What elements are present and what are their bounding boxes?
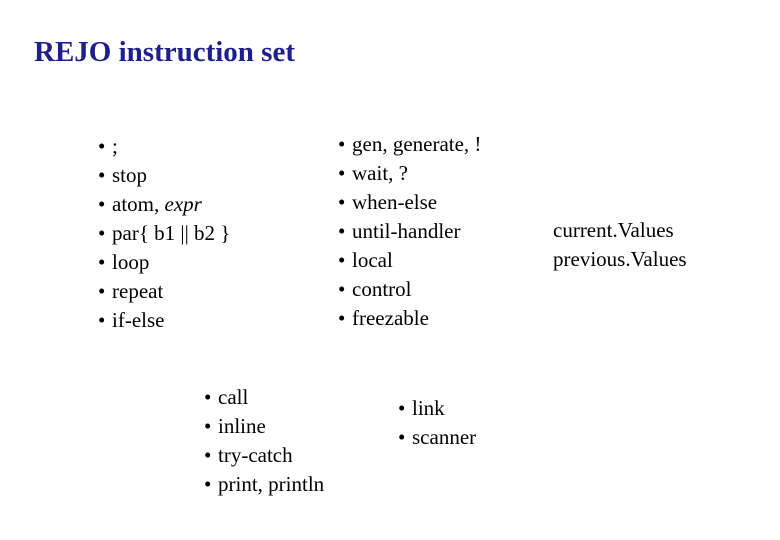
instruction-text: scanner bbox=[412, 425, 477, 449]
list-item bbox=[338, 304, 481, 333]
instruction-text: try-catch bbox=[218, 443, 293, 467]
instruction-text: local bbox=[352, 248, 393, 272]
instruction-text: print, println bbox=[218, 472, 325, 496]
list-item bbox=[98, 132, 230, 161]
list-item bbox=[98, 306, 230, 335]
instruction-text: control bbox=[352, 277, 412, 301]
bullet: • bbox=[338, 306, 346, 330]
instruction-expr: expr bbox=[164, 192, 202, 216]
list-item: previous.Values bbox=[553, 247, 687, 271]
list-item bbox=[338, 246, 481, 275]
list-item bbox=[98, 248, 230, 277]
instruction-text: link bbox=[412, 396, 445, 420]
list-item bbox=[338, 275, 481, 304]
bullet: • bbox=[98, 221, 106, 245]
instruction-text: inline bbox=[218, 414, 266, 438]
list-item bbox=[204, 470, 324, 499]
instruction-text: gen, generate, ! bbox=[352, 132, 482, 156]
list-item bbox=[398, 394, 476, 423]
instruction-text: if-else bbox=[112, 308, 165, 332]
bullet: • bbox=[338, 161, 346, 185]
list-item bbox=[98, 219, 230, 248]
bullet: • bbox=[398, 425, 406, 449]
instruction-text: stop bbox=[112, 163, 148, 187]
instruction-text: loop bbox=[112, 250, 150, 274]
list-item bbox=[338, 188, 481, 217]
bullet: • bbox=[98, 134, 106, 158]
bullet: • bbox=[338, 219, 346, 243]
bullet: • bbox=[204, 385, 212, 409]
other-instructions-list bbox=[398, 394, 476, 452]
instruction-text: par{ b1 || b2 } bbox=[112, 221, 231, 245]
instruction-text: freezable bbox=[352, 306, 429, 330]
bullet: • bbox=[98, 279, 106, 303]
reactive-instructions-list bbox=[338, 130, 481, 333]
bullet: • bbox=[338, 248, 346, 272]
bullet: • bbox=[338, 277, 346, 301]
instruction-text: call bbox=[218, 385, 249, 409]
list-item bbox=[98, 277, 230, 306]
list-item bbox=[338, 159, 481, 188]
bullet: • bbox=[98, 308, 106, 332]
bullet: • bbox=[338, 132, 346, 156]
instruction-text: until-handler bbox=[352, 219, 461, 243]
list-item bbox=[338, 217, 481, 246]
list-item bbox=[398, 423, 476, 452]
bullet: • bbox=[204, 414, 212, 438]
slide-title: REJO instruction set bbox=[34, 36, 295, 68]
java-instructions-list bbox=[204, 383, 324, 499]
list-item bbox=[98, 161, 230, 190]
bullet: • bbox=[398, 396, 406, 420]
bullet: • bbox=[98, 192, 106, 216]
instruction-text: wait, ? bbox=[352, 161, 408, 185]
bullet: • bbox=[98, 250, 106, 274]
bullet: • bbox=[338, 190, 346, 214]
list-item bbox=[98, 190, 230, 219]
list-item bbox=[204, 383, 324, 412]
value-access-list bbox=[553, 216, 687, 274]
list-item bbox=[338, 130, 481, 159]
list-item bbox=[204, 441, 324, 470]
bullet: • bbox=[204, 443, 212, 467]
bullet: • bbox=[98, 163, 106, 187]
instruction-text: ; bbox=[112, 134, 118, 158]
basic-instructions-list bbox=[98, 132, 230, 335]
instruction-text: when-else bbox=[352, 190, 438, 214]
instruction-text: atom, bbox=[112, 192, 165, 216]
list-item: current.Values bbox=[553, 218, 674, 242]
list-item bbox=[204, 412, 324, 441]
bullet: • bbox=[204, 472, 212, 496]
instruction-text: repeat bbox=[112, 279, 164, 303]
